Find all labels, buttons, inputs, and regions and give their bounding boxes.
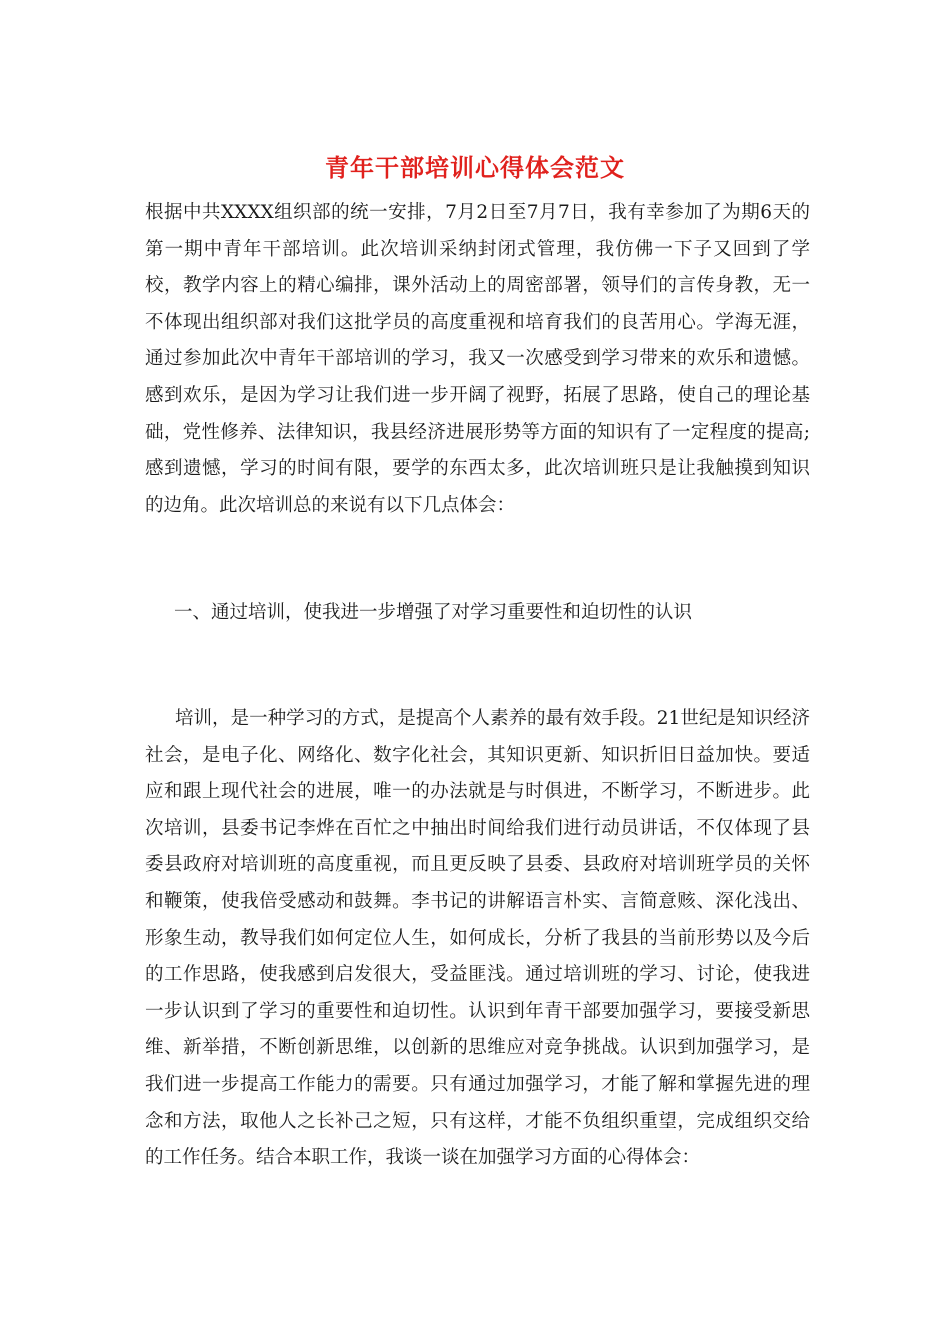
document-title: 青年干部培训心得体会范文	[325, 153, 625, 182]
section-1-heading: 一、通过培训，使我进一步增强了对学习重要性和迫切性的认识	[174, 602, 693, 623]
section-1-paragraph: 培训，是一种学习的方式，是提高个人素养的最有效手段。21世纪是知识经济社会，是电子化、网络化、数字化社会，其知识更新、知识折旧日益加快。要适应和跟上现代社会的进展，唯一的办法就是与时俱进，不断学习，不断进步。此次培训，县委书记李烨在百忙之中抽出时间给我们进行动员讲话，不仅体现了县委县政府对培训班的高度重视，而且更反映了县委、县政府对培训班学员的关怀和鞭策，使我倍受感动和鼓舞。李书记的讲解语言朴实、言简意赅、深化浅出、形象生动，教导我们如何定位人生，如何成长，分析了我县的当前形势以及今后的工作思路，使我感到启发很大，受益匪浅。通过培训班的学习、讨论，使我进一步认识到了学习的重要性和迫切性。认识到年青干部要加强学习，要接受新思维、新举措，不断创新思维，以创新的思维应对竞争挑战。认识到加强学习，是我们进一步提高工作能力的需要。只有通过加强学习，才能了解和掌握先进的理念和方法，取他人之长补己之短，只有这样，才能不负组织重望，完成组织交给的工作任务。结合本职工作，我谈一谈在加强学习方面的心得体会：	[145, 708, 810, 1169]
intro-paragraph: 根据中共XXXX组织部的统一安排，7月2日至7月7日，我有幸参加了为期6天的第一期中青年干部培训。此次培训采纳封闭式管理，我仿佛一下子又回到了学校，教学内容上的精心编排，课外活动上的周密部署，领导们的言传身教，无一不体现出组织部对我们这批学员的高度重视和培育我们的良苦用心。学海无涯，通过参加此次中青年干部培训的学习，我又一次感受到学习带来的欢乐和遗憾。感到欢乐，是因为学习让我们进一步开阔了视野，拓展了思路，使自己的理论基础，党性修养、法律知识，我县经济进展形势等方面的知识有了一定程度的提高;感到遗憾，学习的时间有限，要学的东西太多，此次培训班只是让我触摸到知识的边角。此次培训总的来说有以下几点体会：	[145, 202, 810, 516]
